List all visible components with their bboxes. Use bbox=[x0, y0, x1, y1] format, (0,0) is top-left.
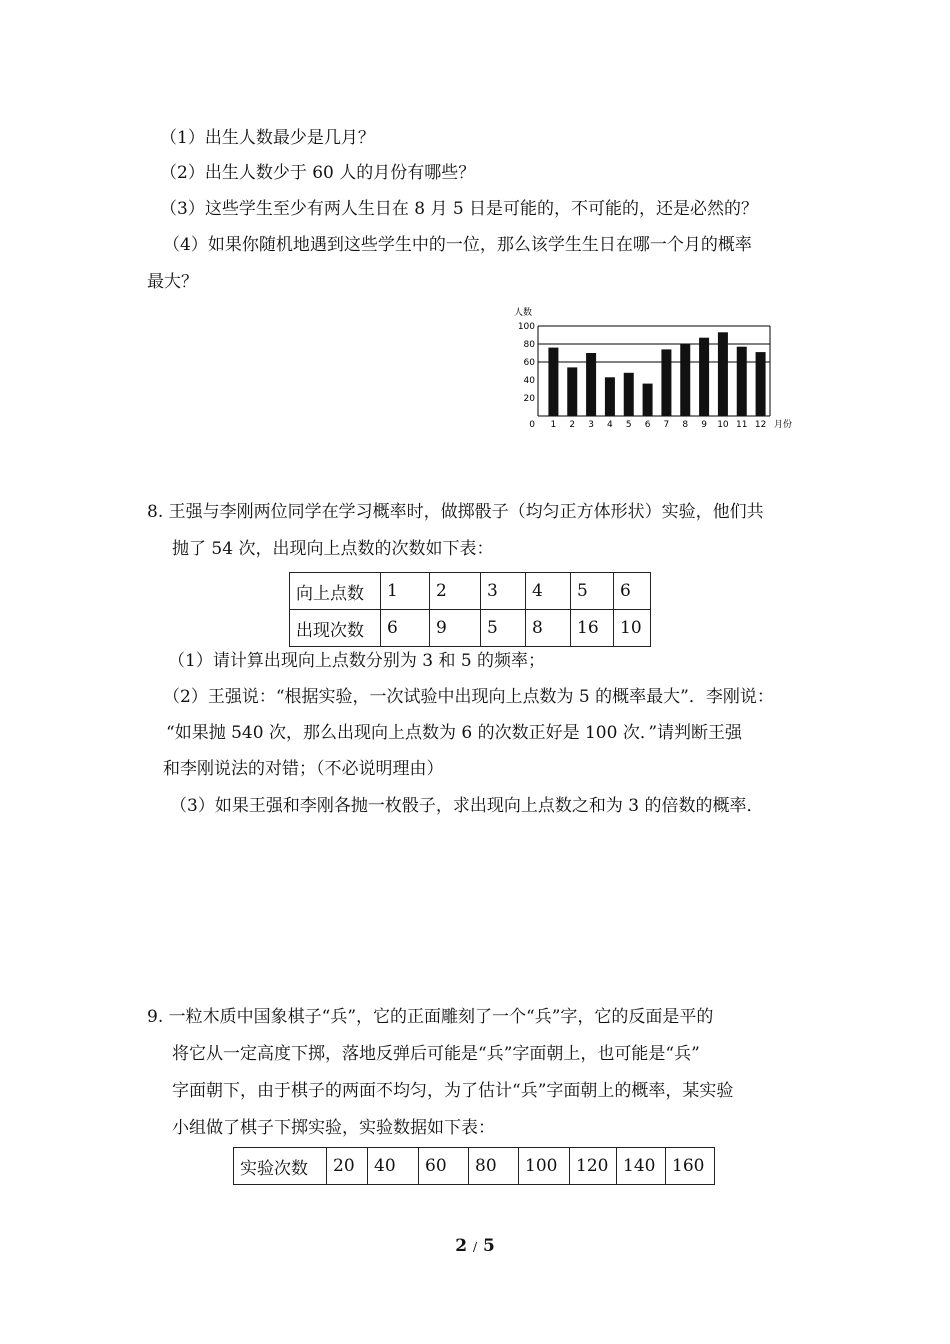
table-row bbox=[290, 573, 651, 610]
y-axis-label: 人数 bbox=[514, 308, 533, 318]
bar-month-9 bbox=[699, 338, 709, 416]
table-cell: 80 bbox=[469, 1148, 519, 1185]
y-tick-label: 60 bbox=[523, 358, 535, 368]
bar-month-12 bbox=[756, 352, 766, 416]
bar-month-7 bbox=[661, 349, 671, 416]
x-tick-label: 4 bbox=[607, 420, 613, 428]
x-tick-label: 11 bbox=[736, 420, 748, 428]
chess-piece-table bbox=[233, 1147, 715, 1185]
table-cell: 5 bbox=[481, 610, 526, 647]
table-cell: 4 bbox=[526, 573, 571, 610]
table-cell: 160 bbox=[666, 1148, 715, 1185]
dice-table bbox=[289, 572, 651, 647]
bar-month-6 bbox=[643, 384, 653, 416]
q8-sub2-line3: 和李刚说法的对错；（不必说明理由） bbox=[163, 759, 444, 779]
table-cell: 5 bbox=[571, 573, 614, 610]
table-cell: 6 bbox=[614, 573, 651, 610]
y-tick-label: 40 bbox=[523, 376, 535, 386]
x-tick-label: 6 bbox=[644, 420, 651, 428]
q9-line3: 字面朝下，由于棋子的两面不均匀，为了估计“兵”字面朝上的概率，某实验 bbox=[172, 1081, 734, 1101]
q9-line2: 将它从一定高度下掷，落地反弹后可能是“兵”字面朝上，也可能是“兵” bbox=[172, 1044, 700, 1064]
q9-line1: 9. 一粒木质中国象棋子“兵”，它的正面雕刻了一个“兵”字，它的反面是平的 bbox=[147, 1007, 714, 1027]
table-cell: 8 bbox=[526, 610, 571, 647]
bar-month-1 bbox=[548, 348, 558, 416]
q8-stem-line1: 8. 王强与李刚两位同学在学习概率时，做掷骰子（均匀正方体形状）实验，他们共 bbox=[147, 502, 764, 522]
birth-month-bar-chart bbox=[512, 304, 802, 428]
origin-label: 0 bbox=[529, 420, 535, 428]
bar-month-11 bbox=[737, 347, 747, 416]
table-cell: 向上点数 bbox=[290, 573, 381, 610]
page-number bbox=[0, 1236, 950, 1256]
table-cell: 9 bbox=[430, 610, 481, 647]
table-cell: 3 bbox=[481, 573, 526, 610]
table-cell: 20 bbox=[327, 1148, 368, 1185]
bar-month-10 bbox=[718, 332, 728, 416]
bar-month-8 bbox=[680, 344, 690, 416]
x-tick-label: 12 bbox=[754, 420, 767, 428]
q8-sub2-line1: （2）王强说：“根据实验，一次试验中出现向上点数为 5 的概率最大”．李刚说： bbox=[163, 687, 774, 707]
table-cell: 60 bbox=[419, 1148, 469, 1185]
table-cell: 6 bbox=[381, 610, 430, 647]
table-cell: 出现次数 bbox=[290, 610, 381, 647]
q7-sub3: （3）这些学生至少有两人生日在 8 月 5 日是可能的，不可能的，还是必然的？ bbox=[160, 199, 759, 219]
table-cell: 16 bbox=[571, 610, 614, 647]
bar-month-5 bbox=[624, 373, 634, 416]
x-tick-label: 2 bbox=[569, 420, 576, 428]
y-tick-label: 100 bbox=[517, 322, 535, 332]
table-cell: 140 bbox=[617, 1148, 666, 1185]
x-tick-label: 7 bbox=[663, 420, 670, 428]
q8-stem-line2: 抛了 54 次，出现向上点数的次数如下表： bbox=[172, 539, 494, 559]
bar-month-2 bbox=[567, 367, 577, 416]
table-row bbox=[234, 1148, 715, 1185]
page-total: 5 bbox=[482, 1236, 495, 1256]
q8-sub3: （3）如果王强和李刚各抛一枚骰子，求出现向上点数之和为 3 的倍数的概率． bbox=[170, 796, 764, 816]
table-cell: 实验次数 bbox=[234, 1148, 327, 1185]
q8-sub1: （1）请计算出现向上点数分别为 3 和 5 的频率； bbox=[168, 651, 546, 671]
bar-month-4 bbox=[605, 377, 615, 416]
table-cell: 120 bbox=[570, 1148, 617, 1185]
q7-sub2: （2）出生人数少于 60 人的月份有哪些？ bbox=[160, 163, 476, 183]
table-cell: 2 bbox=[430, 573, 481, 610]
q7-sub4-line2: 最大？ bbox=[147, 272, 198, 292]
table-cell: 40 bbox=[368, 1148, 419, 1185]
x-tick-label: 5 bbox=[625, 420, 632, 428]
x-axis-label: 月份 bbox=[774, 420, 793, 428]
table-cell: 10 bbox=[614, 610, 651, 647]
x-tick-label: 3 bbox=[588, 420, 594, 428]
table-cell: 1 bbox=[381, 573, 430, 610]
page-current: 2 bbox=[455, 1236, 468, 1256]
page-separator: / bbox=[472, 1240, 478, 1254]
y-tick-label: 80 bbox=[523, 340, 535, 350]
q7-sub1: （1）出生人数最少是几月？ bbox=[160, 128, 375, 148]
q8-sub2-line2: “如果抛 540 次，那么出现向上点数为 6 的次数正好是 100 次．”请判断王强 bbox=[166, 723, 743, 743]
q9-line4: 小组做了棋子下掷实验，实验数据如下表： bbox=[172, 1118, 495, 1138]
q7-sub4-line1: （4）如果你随机地遇到这些学生中的一位，那么该学生生日在哪一个月的概率 bbox=[163, 235, 752, 255]
x-tick-label: 1 bbox=[550, 420, 557, 428]
bar-month-3 bbox=[586, 353, 596, 416]
x-tick-label: 10 bbox=[717, 420, 729, 428]
table-cell: 100 bbox=[519, 1148, 570, 1185]
x-tick-label: 8 bbox=[682, 420, 689, 428]
y-tick-label: 20 bbox=[523, 394, 535, 404]
x-tick-label: 9 bbox=[701, 420, 707, 428]
table-row bbox=[290, 610, 651, 647]
